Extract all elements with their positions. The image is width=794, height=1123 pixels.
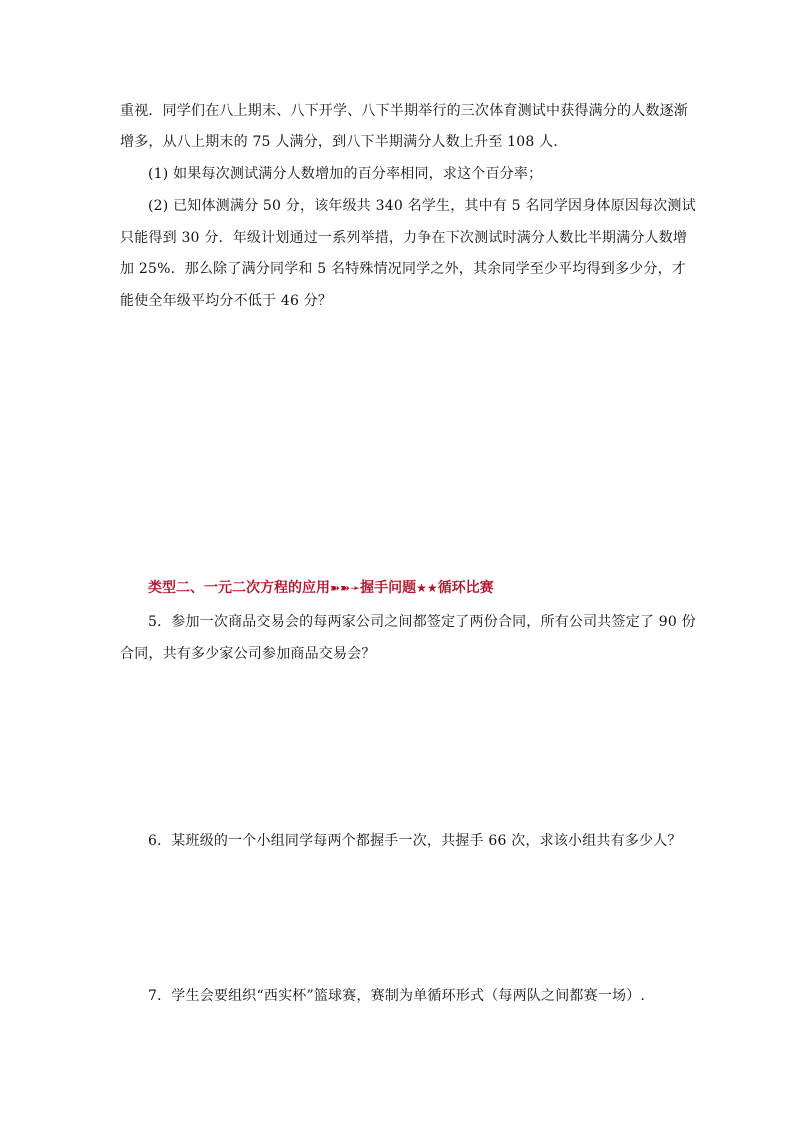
star-icon: ★★ — [416, 581, 438, 595]
problem-4-line-1: 重视．同学们在八上期末、八下开学、八下半期举行的三次体育测试中获得满分的人数逐渐 — [120, 103, 688, 119]
section-title-part-1: 类型二、一元二次方程的应用 — [148, 580, 330, 596]
section-title-part-2: 握手问题 — [360, 580, 417, 596]
section-title-part-3: 循环比赛 — [437, 580, 494, 596]
problem-4-line-2: 增多，从八上期末的 75 人满分，到八下半期满分人数上升至 108 人． — [120, 134, 568, 150]
arrow-icon: ➽➽➛ — [330, 581, 361, 595]
problem-6-line-1: 6．某班级的一个小组同学每两个都握手一次，共握手 66 次，求该小组共有多少人？ — [148, 833, 682, 849]
problem-4-part-2-line-2: 只能得到 30 分．年级计划通过一系列举措，力争在下次测试时满分人数比半期满分人数增 — [120, 230, 688, 246]
problem-4-part-2-line-1: (2) 已知体测满分 50 分，该年级共 340 名学生，其中有 5 名同学因身体原因每次测试 — [148, 198, 696, 214]
problem-5-line-2: 合同，共有多少家公司参加商品交易会？ — [120, 646, 376, 662]
problem-4-part-1: (1) 如果每次测试满分人数增加的百分率相同，求这个百分率； — [148, 166, 543, 182]
problem-7-line-1: 7．学生会要组织“西实杯”篮球赛，赛制为单循环形式（每两队之间都赛一场）. — [148, 988, 646, 1004]
problem-4-part-2-line-3: 加 25%．那么除了满分同学和 5 名特殊情况同学之外，其余同学至少平均得到多少分，才 — [120, 261, 686, 277]
problem-5-line-1: 5．参加一次商品交易会的每两家公司之间都签定了两份合同，所有公司共签定了 90 份 — [148, 614, 696, 630]
problem-4-part-2-line-4: 能使全年级平均分不低于 46 分？ — [120, 293, 333, 309]
section-heading — [148, 577, 494, 597]
